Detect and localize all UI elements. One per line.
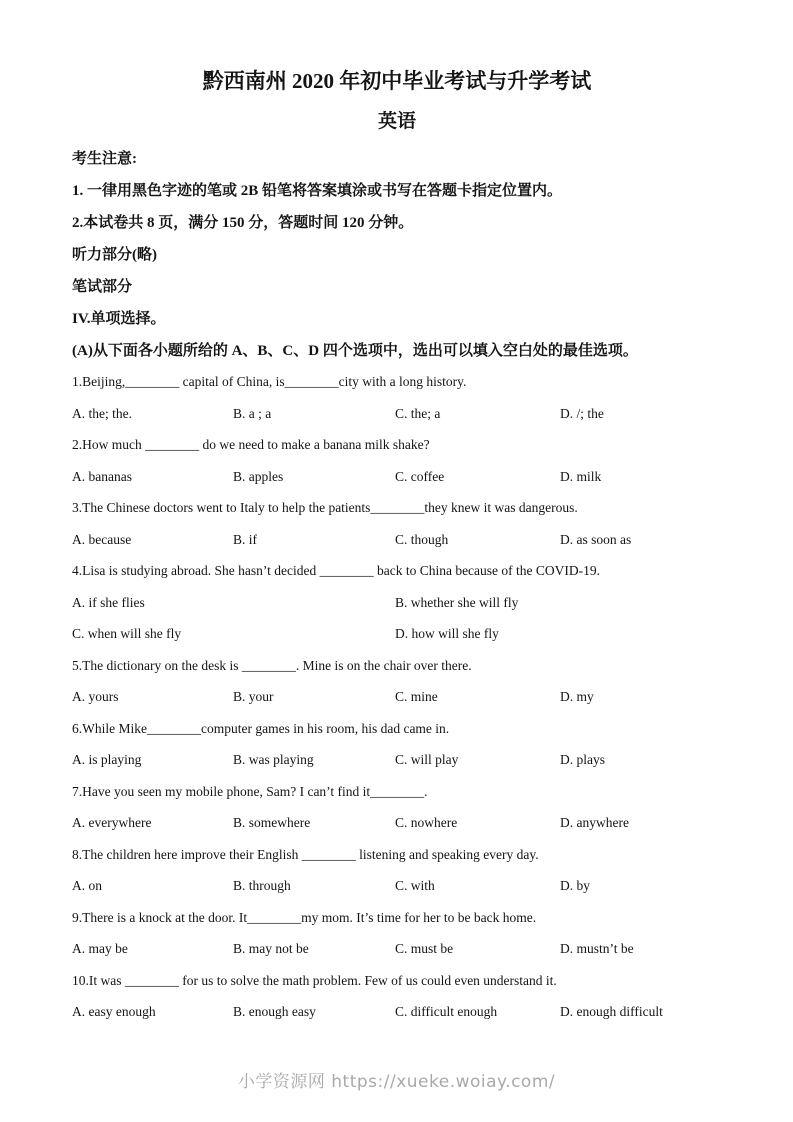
options-row (72, 626, 722, 642)
question-stem: 7.Have you seen my mobile phone, Sam? I can’t find it________. (72, 783, 428, 799)
option-D: D. enough difficult (560, 1004, 663, 1019)
option-A: A. if she flies (72, 594, 145, 610)
option-C: C. difficult enough (395, 1004, 498, 1019)
option-C: C. must be (395, 941, 454, 956)
question-block (72, 784, 722, 832)
options-row (72, 878, 722, 894)
option-C: C. though (395, 531, 449, 547)
option-C: C. the; a (395, 405, 441, 421)
option-D: D. /; the (560, 405, 604, 421)
question-block (72, 374, 722, 422)
options-row (72, 815, 722, 831)
option-B: B. if (233, 531, 258, 547)
option-A: A. because (72, 531, 132, 547)
option-B: B. through (233, 878, 291, 893)
questions-list (72, 374, 722, 1020)
question-stem: 1.Beijing,________ capital of China, is________city with a long history. (72, 374, 467, 389)
option-C: C. coffee (395, 468, 445, 484)
question-stem: 2.How much ________ do we need to make a banana milk shake? (72, 437, 430, 452)
question-block (72, 437, 722, 485)
question-stem: 5.The dictionary on the desk is ________. Mine is on the chair over there. (72, 657, 472, 673)
options-row (72, 1004, 722, 1020)
option-D: D. by (560, 878, 590, 893)
option-B: B. somewhere (233, 815, 311, 830)
option-D: D. my (560, 689, 594, 704)
question-block (72, 500, 722, 548)
option-A: A. easy enough (72, 1004, 156, 1019)
notice-item-1: 1. 一律用黑色字迹的笔或 2B 铅笔将答案填涂或书写在答题卡指定位置内。 (72, 183, 563, 199)
options-row (72, 689, 722, 705)
option-D: D. how will she fly (395, 626, 499, 641)
question-stem: 3.The Chinese doctors went to Italy to help the patients________they knew it was dangerous. (72, 500, 578, 515)
option-C: C. with (395, 878, 435, 893)
section-instruction: (A)从下面各小题所给的 A、B、C、D 四个选项中，选出可以填入空白处的最佳选项。 (72, 343, 638, 359)
question-stem: 8.The children here improve their English ________ listening and speaking every day. (72, 846, 539, 862)
question-block (72, 563, 722, 642)
option-A: A. may be (72, 941, 128, 956)
option-D: D. as soon as (560, 531, 632, 547)
option-B: B. was playing (233, 752, 314, 767)
question-block (72, 910, 722, 958)
question-stem: 6.While Mike________computer games in his room, his dad came in. (72, 720, 450, 736)
question-stem: 4.Lisa is studying abroad. She hasn’t decided ________ back to China because of the COVID-19. (72, 563, 601, 578)
options-row (72, 752, 722, 768)
option-B: B. may not be (233, 941, 309, 956)
options-row (72, 406, 722, 422)
option-B: B. whether she will fly (395, 594, 519, 610)
section-heading: IV.单项选择。 (72, 311, 166, 327)
options-row (72, 469, 722, 485)
option-A: A. on (72, 878, 102, 893)
option-A: A. is playing (72, 752, 142, 767)
options-row (72, 941, 722, 957)
exam-subject: 英语 (377, 111, 416, 132)
option-C: C. when will she fly (72, 626, 182, 641)
question-stem: 9.There is a knock at the door. It________my mom. It’s time for her to be back home. (72, 909, 537, 925)
option-A: A. bananas (72, 468, 132, 484)
written-section-label: 笔试部分 (72, 279, 133, 295)
question-stem: 10.It was ________ for us to solve the math problem. Few of us could even understand it. (72, 972, 557, 988)
notice-item-2: 2.本试卷共 8 页，满分 150 分，答题时间 120 分钟。 (72, 215, 414, 231)
option-B: B. enough easy (233, 1004, 316, 1019)
option-D: D. mustn’t be (560, 941, 634, 956)
option-B: B. a ; a (233, 405, 272, 421)
footer-watermark: 小学资源网 https://xueke.woiay.com/ (237, 1072, 556, 1092)
options-row (72, 532, 722, 548)
option-D: D. anywhere (560, 815, 629, 830)
exam-title: 黔西南州 2020 年初中毕业考试与升学考试 (202, 69, 592, 93)
option-A: A. yours (72, 689, 119, 704)
option-B: B. apples (233, 468, 284, 484)
question-block (72, 973, 722, 1021)
option-A: A. the; the. (72, 405, 132, 421)
question-block (72, 847, 722, 895)
question-block (72, 721, 722, 769)
option-D: D. milk (560, 468, 602, 484)
option-A: A. everywhere (72, 815, 152, 830)
option-C: C. nowhere (395, 815, 458, 830)
notice-heading: 考生注意: (72, 151, 137, 167)
option-D: D. plays (560, 752, 605, 767)
options-row (72, 595, 722, 611)
option-B: B. your (233, 689, 274, 704)
option-C: C. mine (395, 689, 438, 704)
option-C: C. will play (395, 752, 459, 767)
question-block (72, 658, 722, 706)
listening-section-label: 听力部分(略) (72, 247, 157, 263)
